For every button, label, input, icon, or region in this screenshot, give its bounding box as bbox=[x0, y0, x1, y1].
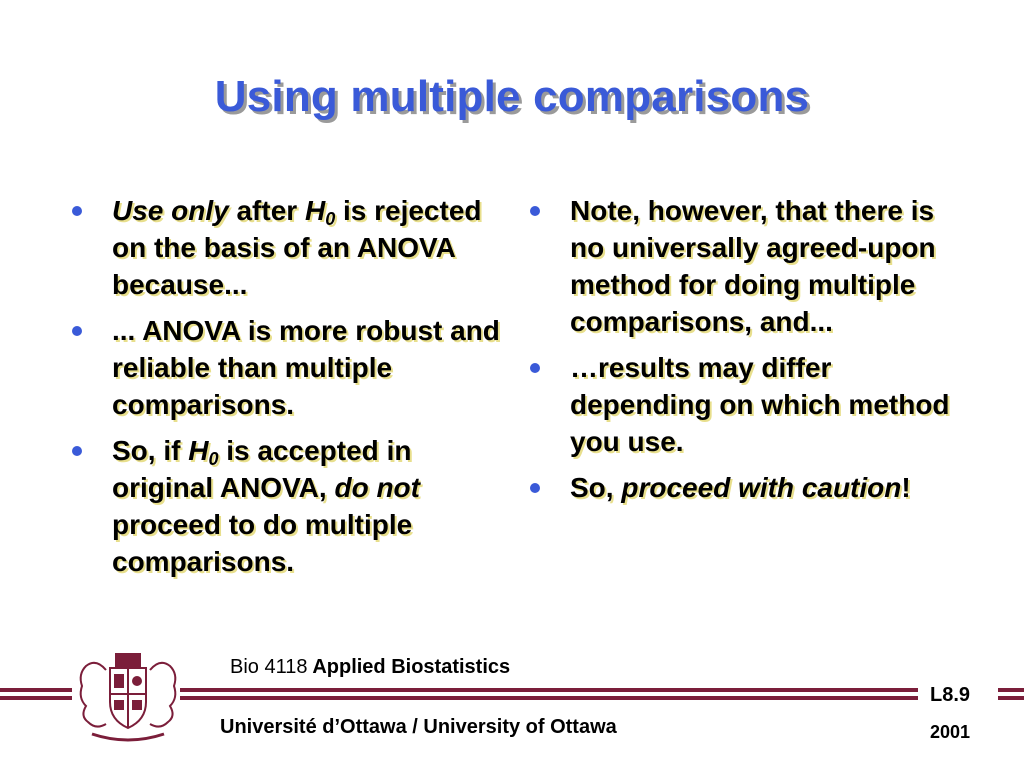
bullet-text-part: 0 bbox=[208, 449, 219, 469]
footer-rule-left-2 bbox=[0, 696, 72, 700]
bullet-item bbox=[72, 432, 512, 580]
bullet-dot-icon bbox=[72, 446, 82, 456]
bullet-text-part: is rejected on the basis of an ANOVA because... bbox=[112, 195, 482, 300]
bullet-item bbox=[72, 312, 512, 423]
bullet-text-part: ... ANOVA is more robust and reliable than multiple comparisons. bbox=[112, 315, 500, 420]
bullet-text-part: proceed with caution bbox=[621, 472, 902, 503]
footer-rule-main-2 bbox=[180, 696, 918, 700]
bullet-text-part: is accepted in original ANOVA, bbox=[112, 435, 412, 503]
footer-rule-left bbox=[0, 688, 72, 692]
left-bullet-list bbox=[72, 192, 512, 589]
bullet-item bbox=[72, 192, 512, 303]
bullet-text-part: H bbox=[304, 195, 326, 226]
bullet-text-part: 0 bbox=[325, 209, 336, 229]
bullet-dot-icon bbox=[530, 206, 540, 216]
bullet-dot-icon bbox=[72, 206, 82, 216]
footer-rule-main bbox=[180, 688, 918, 692]
bullet-text-part: proceed to do multiple comparisons. bbox=[112, 509, 413, 577]
bullet-dot-icon bbox=[530, 363, 540, 373]
bullet-item bbox=[530, 469, 950, 506]
footer-rule-right bbox=[998, 688, 1024, 692]
bullet-text-part: So, bbox=[570, 472, 622, 503]
footer-rule-right-2 bbox=[998, 696, 1024, 700]
bullet-text-part: H bbox=[188, 435, 209, 466]
right-bullet-list bbox=[530, 192, 950, 515]
bullet-item bbox=[530, 349, 950, 460]
bullet-dot-icon bbox=[72, 326, 82, 336]
university-name: Université d’Ottawa / University of Ottawa bbox=[220, 716, 617, 738]
bullet-text-part: do not bbox=[334, 472, 420, 503]
course-code: Bio 4118 bbox=[230, 656, 308, 678]
bullet-text-part: Use only bbox=[112, 195, 229, 226]
bullet-text-part: ! bbox=[901, 472, 911, 503]
slide-number: L8.9 bbox=[930, 684, 971, 706]
bullet-text-part: after bbox=[228, 195, 305, 226]
bullet-text-part: …results may differ depending on which method you use. bbox=[570, 352, 950, 457]
university-crest-icon bbox=[76, 650, 180, 746]
bullet-text-part: Note, however, that there is no universally agreed-upon method for doing multiple comparisons, and... bbox=[570, 195, 936, 337]
course-name: Applied Biostatistics bbox=[312, 656, 511, 678]
bullet-item bbox=[530, 192, 950, 340]
bullet-dot-icon bbox=[530, 483, 540, 493]
course-title bbox=[230, 656, 510, 679]
year-label: 2001 bbox=[930, 722, 971, 742]
bullet-text-part: So, if bbox=[112, 435, 189, 466]
slide-title: Using multiple comparisons bbox=[214, 72, 810, 121]
